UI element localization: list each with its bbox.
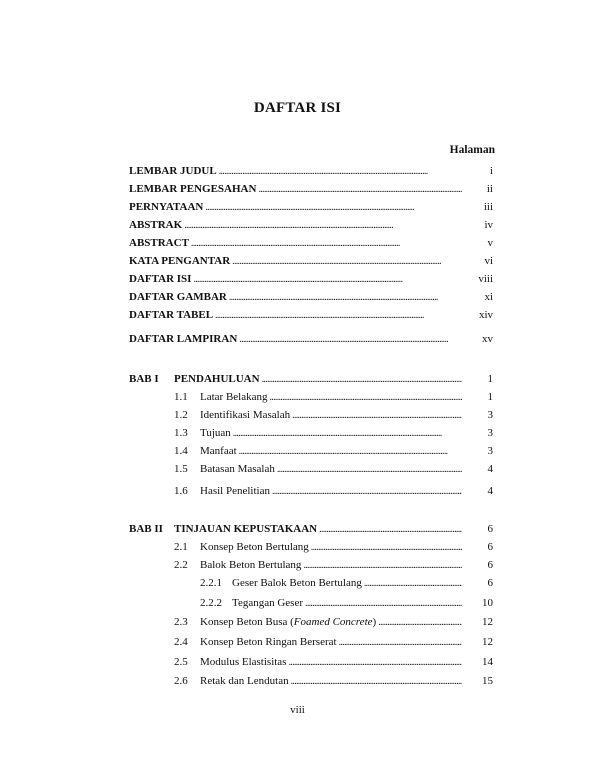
toc-entry-label-italic: Foamed Concrete bbox=[293, 616, 373, 628]
toc-entry bbox=[174, 654, 493, 670]
toc-entry-label: ABSTRACT bbox=[129, 237, 189, 249]
toc-entry bbox=[129, 289, 493, 305]
toc-entry bbox=[129, 307, 493, 323]
toc-entry bbox=[129, 199, 493, 215]
page-column-header: Halaman bbox=[449, 144, 495, 156]
dot-leader bbox=[205, 200, 462, 216]
toc-entry-label: Konsep Beton Busa (Foamed Concrete) bbox=[200, 616, 377, 628]
toc-entry-page: 6 bbox=[487, 559, 493, 571]
toc-entry-page: xiv bbox=[478, 309, 493, 321]
toc-entry-number: 1.5 bbox=[174, 463, 188, 475]
dot-leader bbox=[258, 182, 462, 198]
toc-entry-number: BAB II bbox=[129, 523, 163, 535]
toc-entry-number: 2.5 bbox=[174, 656, 188, 668]
toc-entry bbox=[174, 673, 493, 689]
toc-entry-label: Retak dan Lendutan bbox=[200, 675, 289, 687]
toc-entry-page: iv bbox=[484, 219, 493, 231]
toc-entry-label: DAFTAR LAMPIRAN bbox=[129, 333, 238, 345]
dot-leader bbox=[239, 332, 462, 348]
toc-entry-page: xi bbox=[484, 291, 493, 303]
toc-entry-page: 4 bbox=[487, 485, 493, 497]
toc-entry-number: 1.4 bbox=[174, 445, 188, 457]
toc-entry-page: xv bbox=[482, 333, 493, 345]
toc-entry-label: Modulus Elastisitas bbox=[200, 656, 287, 668]
toc-entry-page: vi bbox=[484, 255, 493, 267]
toc-entry bbox=[174, 483, 493, 499]
toc-entry-page: 3 bbox=[487, 445, 493, 457]
dot-leader bbox=[378, 615, 462, 631]
toc-entry-label: Batasan Masalah bbox=[200, 463, 275, 475]
dot-leader bbox=[232, 254, 462, 270]
toc-entry-page: 10 bbox=[482, 597, 493, 609]
dot-leader bbox=[277, 462, 462, 478]
toc-entry bbox=[129, 371, 493, 387]
toc-entry-label: DAFTAR TABEL bbox=[129, 309, 214, 321]
toc-entry-label: Latar Belakang bbox=[200, 391, 268, 403]
toc-entry-page: 3 bbox=[487, 409, 493, 421]
toc-entry bbox=[174, 539, 493, 555]
toc-entry bbox=[174, 407, 493, 423]
toc-entry-page: 4 bbox=[487, 463, 493, 475]
toc-entry-number: 1.3 bbox=[174, 427, 188, 439]
toc-entry-number: 2.3 bbox=[174, 616, 188, 628]
toc-entry-page: 6 bbox=[487, 577, 493, 589]
page-title: DAFTAR ISI bbox=[253, 100, 342, 116]
toc-entry-page: viii bbox=[478, 273, 493, 285]
toc-entry-label: Konsep Beton Ringan Berserat bbox=[200, 636, 337, 648]
toc-entry-page: 15 bbox=[482, 675, 493, 687]
toc-entry bbox=[200, 595, 493, 611]
dot-leader bbox=[364, 576, 462, 592]
toc-entry-number: 1.1 bbox=[174, 391, 188, 403]
toc-entry bbox=[129, 181, 493, 197]
dot-leader bbox=[292, 408, 462, 424]
toc-entry-number: 2.2.1 bbox=[200, 577, 222, 589]
page-number-footer: viii bbox=[290, 704, 305, 716]
toc-entry-label: LEMBAR PENGESAHAN bbox=[129, 183, 257, 195]
toc-entry-label: Tujuan bbox=[200, 427, 231, 439]
toc-entry-page: 6 bbox=[487, 523, 493, 535]
toc-entry-page: 1 bbox=[487, 373, 493, 385]
toc-entry-label: Konsep Beton Bertulang bbox=[200, 541, 309, 553]
toc-entry bbox=[129, 253, 493, 269]
toc-entry bbox=[129, 217, 493, 233]
toc-entry bbox=[174, 557, 493, 573]
toc-entry bbox=[174, 614, 493, 630]
toc-entry-label: PENDAHULUAN bbox=[174, 373, 260, 385]
toc-entry-label: KATA PENGANTAR bbox=[129, 255, 231, 267]
toc-entry-page: 12 bbox=[482, 616, 493, 628]
toc-entry bbox=[200, 575, 493, 591]
toc-entry-page: 14 bbox=[482, 656, 493, 668]
toc-entry-page: 12 bbox=[482, 636, 493, 648]
toc-entry-page: iii bbox=[483, 201, 493, 213]
toc-entry-label: DAFTAR ISI bbox=[129, 273, 192, 285]
toc-entry-number: 1.2 bbox=[174, 409, 188, 421]
dot-leader bbox=[229, 290, 462, 306]
dot-leader bbox=[191, 236, 462, 252]
toc-entry-number: 1.6 bbox=[174, 485, 188, 497]
toc-entry-label: DAFTAR GAMBAR bbox=[129, 291, 227, 303]
dot-leader bbox=[303, 558, 462, 574]
toc-entry-number: 2.1 bbox=[174, 541, 188, 553]
toc-entry-label: Tegangan Geser bbox=[232, 597, 304, 609]
dot-leader bbox=[288, 655, 462, 671]
dot-leader bbox=[311, 540, 462, 556]
toc-entry bbox=[174, 461, 493, 477]
toc-entry-label: Hasil Penelitian bbox=[200, 485, 270, 497]
toc-entry-page: ii bbox=[486, 183, 493, 195]
dot-leader bbox=[270, 390, 463, 406]
toc-entry-label: Identifikasi Masalah bbox=[200, 409, 291, 421]
toc-entry-label: ABSTRAK bbox=[129, 219, 183, 231]
toc-entry-label: PERNYATAAN bbox=[129, 201, 204, 213]
toc-entry-page: v bbox=[487, 237, 493, 249]
toc-entry-number: 2.4 bbox=[174, 636, 188, 648]
toc-entry-label: Geser Balok Beton Bertulang bbox=[232, 577, 362, 589]
dot-leader bbox=[184, 218, 462, 234]
dot-leader bbox=[319, 522, 462, 538]
toc-entry bbox=[129, 271, 493, 287]
toc-entry-label: LEMBAR JUDUL bbox=[129, 165, 217, 177]
dot-leader bbox=[239, 444, 462, 460]
dot-leader bbox=[272, 484, 462, 500]
dot-leader bbox=[305, 596, 462, 612]
toc-entry bbox=[129, 163, 493, 179]
toc-entry-number: BAB I bbox=[129, 373, 159, 385]
toc-entry-number: 2.2.2 bbox=[200, 597, 222, 609]
dot-leader bbox=[233, 426, 462, 442]
toc-entry-number: 2.2 bbox=[174, 559, 188, 571]
toc-entry bbox=[129, 235, 493, 251]
toc-entry-page: i bbox=[489, 165, 493, 177]
toc-entry bbox=[129, 331, 493, 347]
toc-entry bbox=[174, 443, 493, 459]
dot-leader bbox=[215, 308, 462, 324]
toc-entry-label: Manfaat bbox=[200, 445, 237, 457]
toc-entry bbox=[174, 634, 493, 650]
toc-entry bbox=[129, 521, 493, 537]
toc-entry-page: 1 bbox=[487, 391, 493, 403]
toc-entry-page: 3 bbox=[487, 427, 493, 439]
toc-entry-label: TINJAUAN KEPUSTAKAAN bbox=[174, 523, 318, 535]
toc-entry-number: 2.6 bbox=[174, 675, 188, 687]
toc-entry-label: Balok Beton Bertulang bbox=[200, 559, 302, 571]
dot-leader bbox=[339, 635, 462, 651]
toc-entry bbox=[174, 425, 493, 441]
toc-entry-page: 6 bbox=[487, 541, 493, 553]
dot-leader bbox=[219, 164, 462, 180]
dot-leader bbox=[193, 272, 462, 288]
toc-entry bbox=[174, 389, 493, 405]
dot-leader bbox=[262, 372, 462, 388]
dot-leader bbox=[291, 674, 462, 690]
